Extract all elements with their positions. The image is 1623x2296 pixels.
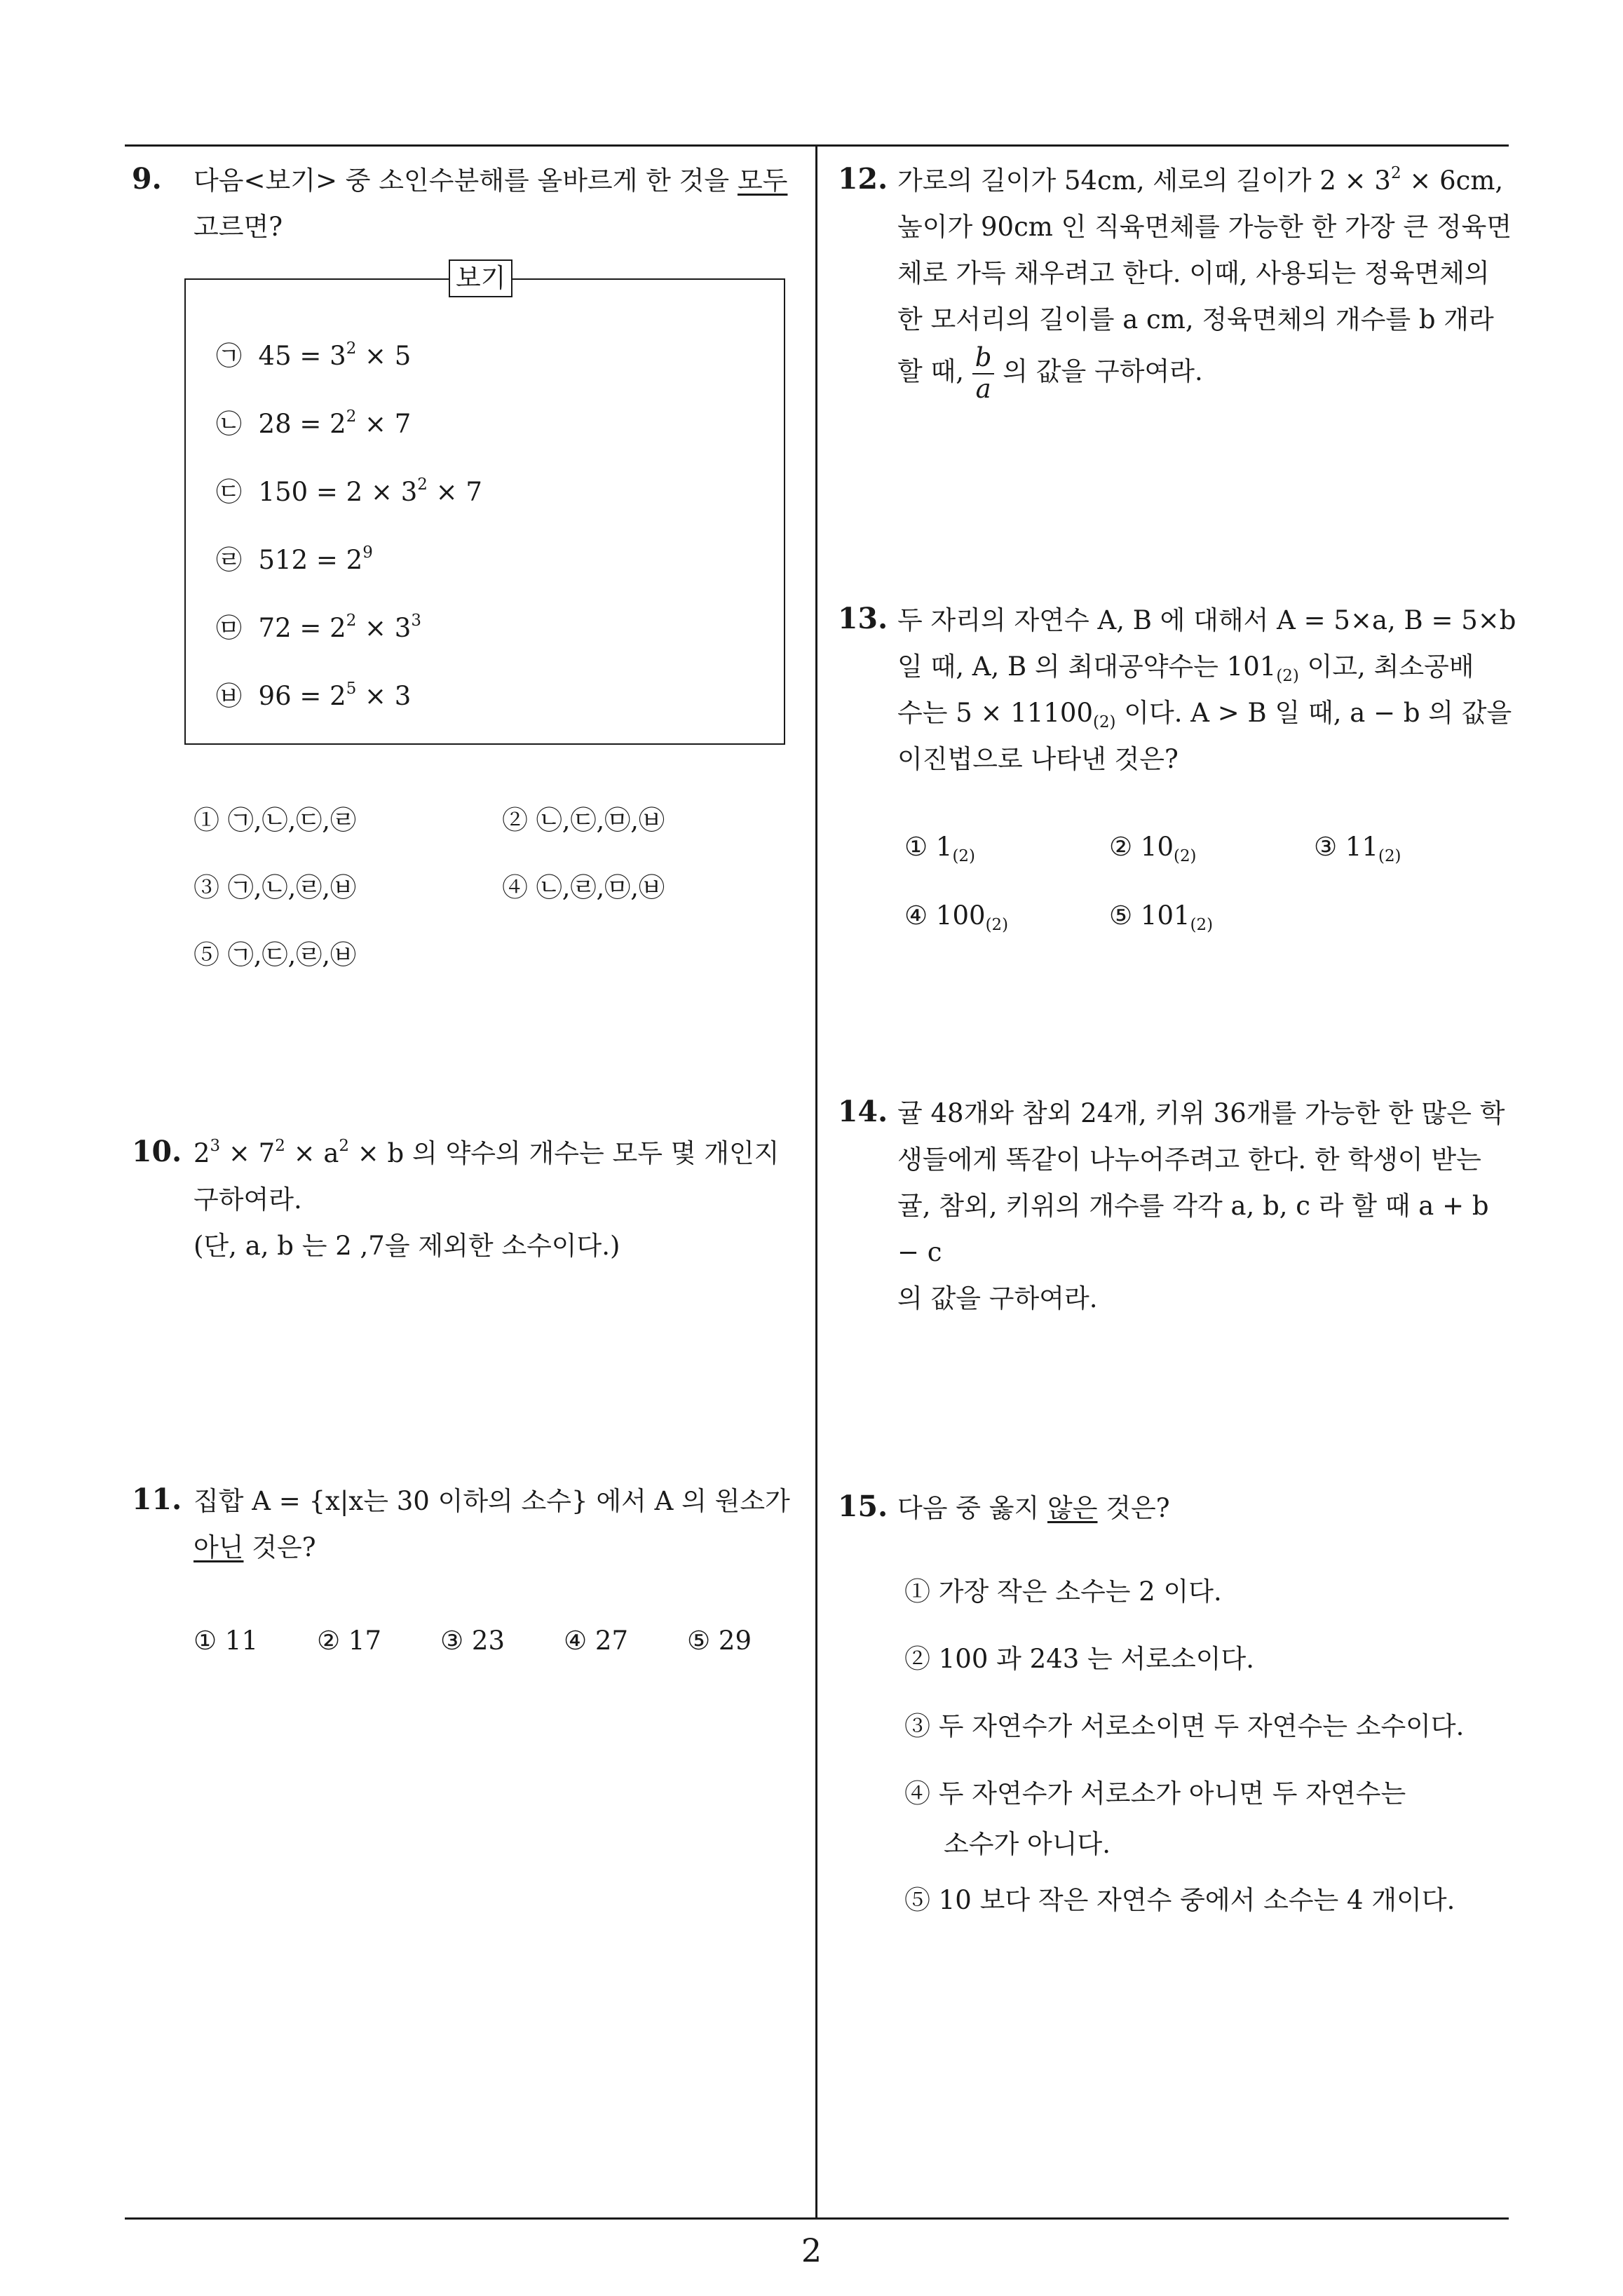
fraction-b-over-a: $\frac{b}{a}$ bbox=[972, 343, 995, 404]
question-text: 다음<보기> 중 소인수분해를 올바르게 한 것을 모두 bbox=[193, 166, 788, 196]
choice-4-continued: 소수가 아니다. bbox=[944, 1829, 1111, 1859]
question-text: 의 값을 구하여라. bbox=[897, 1283, 1098, 1314]
underlined-keyword: 아닌 bbox=[193, 1532, 244, 1562]
example-item: ㉤ $72 = 2^2 \times 3^3$ bbox=[216, 611, 421, 643]
choice-1[interactable]: ① 가장 작은 소수는 2 이다. bbox=[904, 1576, 1222, 1607]
question-text: 귤, 참외, 키위의 개수를 각각 a, b, c 라 할 때 a + b − c bbox=[897, 1191, 1489, 1267]
question-14 bbox=[838, 1090, 1518, 1322]
example-item: ㉠ $45 = 3^2 \times 5$ bbox=[216, 339, 412, 371]
question-text: 일 때, A, B 의 최대공약수는 $101_{(2)}$ 이고, 최소공배 bbox=[897, 651, 1474, 686]
choice-5[interactable]: ⑤ $101_{(2)}$ bbox=[1109, 900, 1214, 935]
choice-3[interactable]: ③ 23 bbox=[440, 1626, 505, 1656]
question-text: 한 모서리의 길이를 a cm, 정육면체의 개수를 b 개라 bbox=[897, 304, 1494, 335]
question-condition: (단, a, b 는 2 ,7을 제외한 소수이다.) bbox=[193, 1231, 620, 1261]
question-text: 구하여라. bbox=[193, 1184, 302, 1215]
choice-5[interactable]: ⑤ 10 보다 작은 자연수 중에서 소수는 4 개이다. bbox=[904, 1885, 1455, 1915]
choice-5[interactable]: ⑤ ㉠,㉢,㉣,㉥ bbox=[193, 940, 357, 970]
question-number: 13. bbox=[838, 602, 888, 635]
choice-2[interactable]: ② $10_{(2)}$ bbox=[1109, 832, 1197, 866]
question-text: 생들에게 똑같이 나누어주려고 한다. 한 학생이 받는 bbox=[897, 1144, 1481, 1175]
bottom-rule bbox=[125, 2217, 1509, 2220]
column-divider bbox=[815, 144, 817, 2219]
choice-3[interactable]: ③ $11_{(2)}$ bbox=[1314, 832, 1401, 866]
underlined-keyword: 않은 bbox=[1047, 1493, 1098, 1523]
page-number: 2 bbox=[801, 2231, 822, 2269]
choice-3[interactable]: ③ 두 자연수가 서로소이면 두 자연수는 소수이다. bbox=[904, 1711, 1465, 1741]
choice-1[interactable]: ① $1_{(2)}$ bbox=[904, 832, 975, 866]
example-item: ㉥ $96 = 2^5 \times 3$ bbox=[216, 679, 412, 711]
question-text: 가로의 길이가 54cm, 세로의 길이가 $2 \times 3^2 \times 6cm$, bbox=[897, 163, 1504, 196]
question-text: 수는 $5 \times 11100_{(2)}$ 이다. A > B 일 때, a − b 의 값을 bbox=[897, 698, 1512, 732]
choice-4[interactable]: ④ 두 자연수가 서로소가 아니면 두 자연수는 bbox=[904, 1778, 1406, 1809]
question-number: 9. bbox=[132, 162, 162, 196]
question-text: 귤 48개와 참외 24개, 키위 36개를 가능한 한 많은 학 bbox=[897, 1098, 1505, 1128]
choice-4[interactable]: ④ ㉡,㉣,㉤,㉥ bbox=[502, 872, 665, 903]
question-number: 15. bbox=[838, 1490, 888, 1523]
underlined-keyword: 모두 bbox=[737, 166, 788, 196]
example-item: ㉣ $512 = 2^9$ bbox=[216, 543, 373, 575]
example-item: ㉡ $28 = 2^2 \times 7$ bbox=[216, 407, 412, 439]
choice-2[interactable]: ② ㉡,㉢,㉤,㉥ bbox=[502, 805, 665, 835]
question-text: 이진법으로 나타낸 것은? bbox=[897, 744, 1179, 774]
choice-2[interactable]: ② 100 과 243 는 서로소이다. bbox=[904, 1644, 1255, 1674]
example-box-title: 보기 bbox=[449, 259, 512, 297]
question-12 bbox=[838, 158, 1518, 404]
question-15 bbox=[838, 1485, 1518, 1532]
question-number: 11. bbox=[132, 1483, 182, 1516]
choice-2[interactable]: ② 17 bbox=[317, 1626, 382, 1656]
question-text: 집합 A = {x|x는 30 이하의 소수} 에서 A 의 원소가 bbox=[193, 1486, 790, 1516]
choice-1[interactable]: ① ㉠,㉡,㉢,㉣ bbox=[193, 805, 357, 835]
question-10 bbox=[132, 1130, 805, 1269]
question-text: 두 자리의 자연수 A, B 에 대해서 A = 5×a, B = 5×b bbox=[897, 605, 1516, 635]
question-text: 높이가 90cm 인 직육면체를 가능한 한 가장 큰 정육면 bbox=[897, 212, 1512, 242]
choice-3[interactable]: ③ ㉠,㉡,㉣,㉥ bbox=[193, 872, 357, 903]
question-text: 다음 중 옳지 않은 것은? bbox=[897, 1493, 1170, 1523]
question-text: 할 때, $\frac{b}{a}$ 의 값을 구하여라. bbox=[897, 342, 1203, 404]
choice-4[interactable]: ④ $100_{(2)}$ bbox=[904, 900, 1009, 935]
choice-1[interactable]: ① 11 bbox=[193, 1626, 259, 1656]
choice-4[interactable]: ④ 27 bbox=[564, 1626, 629, 1656]
question-13 bbox=[838, 597, 1518, 783]
question-text: 체로 가득 채우려고 한다. 이때, 사용되는 정육면체의 bbox=[897, 258, 1490, 288]
choice-5[interactable]: ⑤ 29 bbox=[687, 1626, 752, 1656]
question-text: 아닌 것은? bbox=[193, 1532, 316, 1562]
question-11 bbox=[132, 1478, 805, 1571]
question-text: $2^3 \times 7^2 \times a^2 \times b$ 의 약수의 개수는 모두 몇 개인지 bbox=[193, 1136, 780, 1168]
question-number: 12. bbox=[838, 162, 888, 196]
example-item: ㉢ $150 = 2 \times 3^2 \times 7$ bbox=[216, 475, 482, 507]
question-number: 14. bbox=[838, 1095, 888, 1128]
question-number: 10. bbox=[132, 1135, 182, 1168]
question-9 bbox=[132, 158, 805, 250]
question-text: 고르면? bbox=[193, 212, 283, 242]
